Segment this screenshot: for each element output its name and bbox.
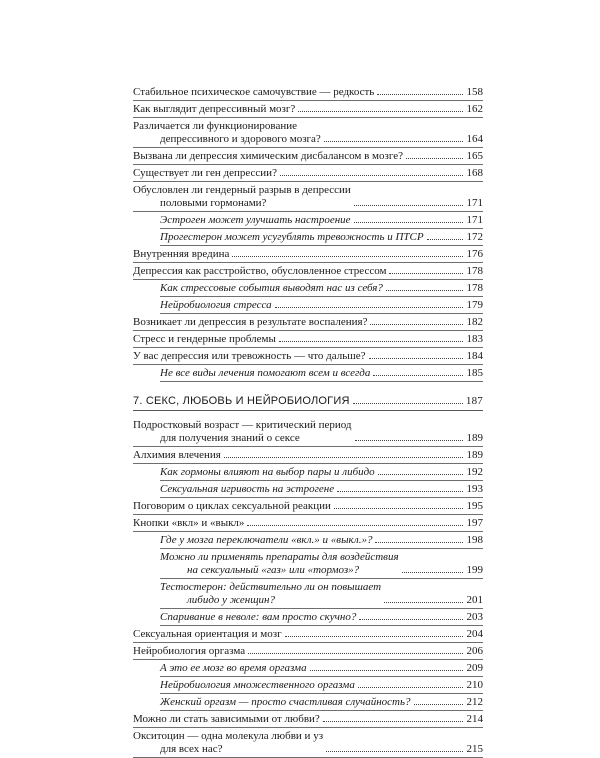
page-number: 179 (466, 299, 483, 311)
entry-title-line: Вызвана ли депрессия химическим дисбалансом в мозге? (133, 150, 403, 162)
toc-subentry[interactable] (160, 280, 483, 297)
entry-title-line: Эстроген может улучшать настроение (160, 214, 351, 226)
entry-title (160, 466, 375, 479)
leader-dots (369, 357, 464, 359)
entry-title-line: Нейробиология стресса (160, 299, 272, 311)
entry-title-line: либидо у женщин? (187, 594, 275, 606)
page-number: 171 (466, 197, 483, 209)
entry-title-line: Как стрессовые события выводят нас из себя? (160, 282, 383, 294)
toc-subentry[interactable] (160, 609, 483, 626)
leader-dots (279, 340, 463, 342)
entry-title-line: Возникает ли депрессия в результате воспаления? (133, 316, 368, 328)
toc-entry[interactable] (133, 331, 483, 348)
entry-title-line: Не все виды лечения помогают всем и всегда (160, 367, 371, 379)
entry-title (133, 628, 282, 641)
toc-entry[interactable] (133, 101, 483, 118)
entry-title-line: на сексуальный «газ» или «тормоз»? (187, 564, 360, 576)
entry-title-line: А это ее мозг во время оргазма (160, 662, 307, 674)
toc-entry[interactable] (133, 515, 483, 532)
entry-title (160, 679, 355, 692)
leader-dots (232, 255, 463, 257)
entry-title-line: Обусловлен ли гендерный разрыв в депрессии (133, 184, 351, 196)
entry-title (160, 696, 411, 709)
page-number: 210 (466, 679, 483, 691)
entry-title-line: Прогестерон может усугублять тревожность и ПТСР (160, 231, 424, 243)
entry-title-line: Кнопки «вкл» и «выкл» (133, 517, 245, 529)
entry-title-line: Как гормоны влияют на выбор пары и либидо (160, 466, 375, 478)
entry-title-line: Где у мозга переключатели «вкл.» и «выкл.»? (160, 534, 373, 546)
page-number: 193 (466, 483, 483, 495)
toc-subentry[interactable] (160, 549, 483, 579)
entry-title-line: Сексуальная ориентация и мозг (133, 628, 282, 640)
page-number: 178 (466, 265, 483, 277)
toc-block-depression (133, 84, 483, 382)
entry-title-line: Нейробиология оргазма (133, 645, 246, 657)
entry-title (133, 150, 403, 163)
entry-title-line: Внутренняя вредина (133, 248, 230, 260)
leader-dots (427, 238, 463, 240)
toc-subentry[interactable] (160, 660, 483, 677)
leader-dots (384, 601, 463, 603)
entry-title (133, 333, 276, 346)
entry-title-line: Окситоцин — одна молекула любви и уз (133, 730, 324, 742)
entry-title (133, 167, 277, 180)
page-number: 168 (466, 167, 483, 179)
page-number: 199 (466, 564, 483, 576)
page-number: 182 (466, 316, 483, 328)
entry-title-line: Спаривание в неволе: вам просто скучно? (160, 611, 357, 623)
entry-title (133, 316, 367, 329)
entry-title (133, 86, 374, 99)
entry-title-line: Поговорим о циклах сексуальной реакции (133, 500, 331, 512)
leader-dots (355, 439, 463, 441)
page-number: 178 (466, 282, 483, 294)
toc-subentry[interactable] (160, 365, 483, 382)
toc-entry[interactable] (133, 246, 483, 263)
entry-title (133, 419, 352, 445)
page-number: 197 (466, 517, 483, 529)
page-number: 209 (466, 662, 483, 674)
page-number: 162 (466, 103, 483, 115)
entry-title-line: половыми гормонами? (160, 197, 267, 209)
entry-title-line: Можно ли стать зависимыми от любви? (133, 713, 320, 725)
page-number: 195 (466, 500, 483, 512)
toc-entry[interactable] (133, 417, 483, 447)
chapter-title: 7. СЕКС, ЛЮБОВЬ И НЕЙРОБИОЛОГИЯ (133, 395, 350, 407)
toc-subentry[interactable] (160, 297, 483, 314)
page-number: 204 (466, 628, 483, 640)
leader-dots (275, 306, 463, 308)
page-number: 203 (466, 611, 483, 623)
page-number: 215 (466, 743, 483, 755)
leader-dots (353, 402, 463, 404)
toc-entry[interactable] (133, 165, 483, 182)
entry-title-line: Нейробиология множественного оргазма (160, 679, 355, 691)
entry-title-line: Стресс и гендерные проблемы (133, 333, 276, 345)
entry-title-line: Можно ли применять препараты для воздействия (160, 551, 399, 563)
entry-title-line: Подростковый возраст — критический период (133, 419, 352, 431)
entry-title (160, 282, 383, 295)
toc-entry[interactable] (133, 728, 483, 758)
leader-dots (373, 374, 463, 376)
page-number: 184 (466, 350, 483, 362)
page-number: 158 (466, 86, 483, 98)
leader-dots (378, 473, 463, 475)
entry-title (133, 184, 351, 210)
chapter-page-number: 187 (465, 395, 483, 407)
leader-dots (285, 635, 463, 637)
leader-dots (248, 652, 463, 654)
leader-dots (406, 157, 463, 159)
page-number: 206 (466, 645, 483, 657)
page-number: 189 (466, 449, 483, 461)
entry-title-line: Стабильное психическое самочувствие — редкость (133, 86, 375, 98)
toc-block-sex-love (133, 417, 483, 758)
toc-entry[interactable] (133, 84, 483, 101)
toc-entry[interactable] (133, 447, 483, 464)
entry-title (160, 581, 381, 607)
leader-dots (386, 289, 463, 291)
page-number: 192 (466, 466, 483, 478)
toc-entry[interactable] (133, 263, 483, 280)
leader-dots (326, 750, 463, 752)
entry-title (133, 645, 245, 658)
entry-title (133, 730, 323, 756)
entry-title (133, 500, 331, 513)
leader-dots (358, 686, 463, 688)
toc-entry[interactable] (133, 498, 483, 515)
page-number: 164 (466, 133, 483, 145)
entry-title-line: для всех нас? (160, 743, 223, 755)
entry-title-line: Существует ли ген депрессии? (133, 167, 277, 179)
toc-entry[interactable] (133, 148, 483, 165)
page-number: 214 (466, 713, 483, 725)
leader-dots (354, 204, 463, 206)
toc-subentry[interactable] (160, 464, 483, 481)
entry-title (160, 534, 372, 547)
entry-title (133, 265, 386, 278)
toc-subentry[interactable] (160, 579, 483, 609)
leader-dots (310, 669, 463, 671)
entry-title (133, 103, 295, 116)
toc-entry[interactable] (133, 626, 483, 643)
leader-dots (359, 618, 463, 620)
entry-title-line: У вас депрессия или тревожность — что дальше? (133, 350, 366, 362)
leader-dots (402, 571, 463, 573)
entry-title (160, 214, 351, 227)
leader-dots (298, 110, 463, 112)
entry-title (133, 449, 221, 462)
entry-title (160, 231, 424, 244)
page-number: 176 (466, 248, 483, 260)
toc-entry[interactable] (133, 643, 483, 660)
page-number: 172 (466, 231, 483, 243)
entry-title (160, 483, 334, 496)
entry-title (160, 551, 399, 577)
toc-subentry[interactable] (160, 229, 483, 246)
entry-title-line: Тестостерон: действительно ли он повышает (160, 581, 382, 593)
entry-title (133, 517, 244, 530)
leader-dots (324, 140, 463, 142)
entry-title-line: Алхимия влечения (133, 449, 221, 461)
entry-title-line: депрессивного и здорового мозга? (160, 133, 321, 145)
entry-title (160, 299, 272, 312)
leader-dots (334, 507, 463, 509)
leader-dots (389, 272, 463, 274)
chapter-heading[interactable] (133, 393, 483, 411)
leader-dots (354, 221, 463, 223)
entry-title-line: Женский оргазм — просто счастливая случайность? (160, 696, 411, 708)
page-number: 212 (466, 696, 483, 708)
page-number: 171 (466, 214, 483, 226)
leader-dots (414, 703, 463, 705)
table-of-contents (133, 84, 483, 758)
page-number: 201 (466, 594, 483, 606)
toc-subentry[interactable] (160, 677, 483, 694)
toc-entry[interactable] (133, 118, 483, 148)
toc-entry[interactable] (133, 711, 483, 728)
leader-dots (370, 323, 463, 325)
leader-dots (323, 720, 463, 722)
leader-dots (337, 490, 463, 492)
toc-subentry[interactable] (160, 481, 483, 498)
toc-entry[interactable] (133, 348, 483, 365)
entry-title-line: Различается ли функционирование (133, 120, 297, 132)
entry-title (133, 713, 320, 726)
toc-subentry[interactable] (160, 532, 483, 549)
entry-title (160, 367, 370, 380)
entry-title (133, 120, 321, 146)
toc-entry[interactable] (133, 314, 483, 331)
entry-title-line: Депрессия как расстройство, обусловленное стрессом (133, 265, 387, 277)
entry-title-line: для получения знаний о сексе (160, 432, 300, 444)
toc-entry[interactable] (133, 182, 483, 212)
entry-title (160, 611, 356, 624)
entry-title (133, 248, 229, 261)
page-number: 198 (466, 534, 483, 546)
entry-title (133, 350, 366, 363)
page-number: 183 (466, 333, 483, 345)
entry-title-line: Сексуальная игривость на эстрогене (160, 483, 335, 495)
page-number: 165 (466, 150, 483, 162)
page-number: 189 (466, 432, 483, 444)
entry-title (160, 662, 307, 675)
leader-dots (375, 541, 463, 543)
toc-subentry[interactable] (160, 694, 483, 711)
entry-title-line: Как выглядит депрессивный мозг? (133, 103, 296, 115)
toc-subentry[interactable] (160, 212, 483, 229)
leader-dots (247, 524, 463, 526)
leader-dots (377, 93, 463, 95)
leader-dots (280, 174, 463, 176)
leader-dots (224, 456, 463, 458)
page-number: 185 (466, 367, 483, 379)
